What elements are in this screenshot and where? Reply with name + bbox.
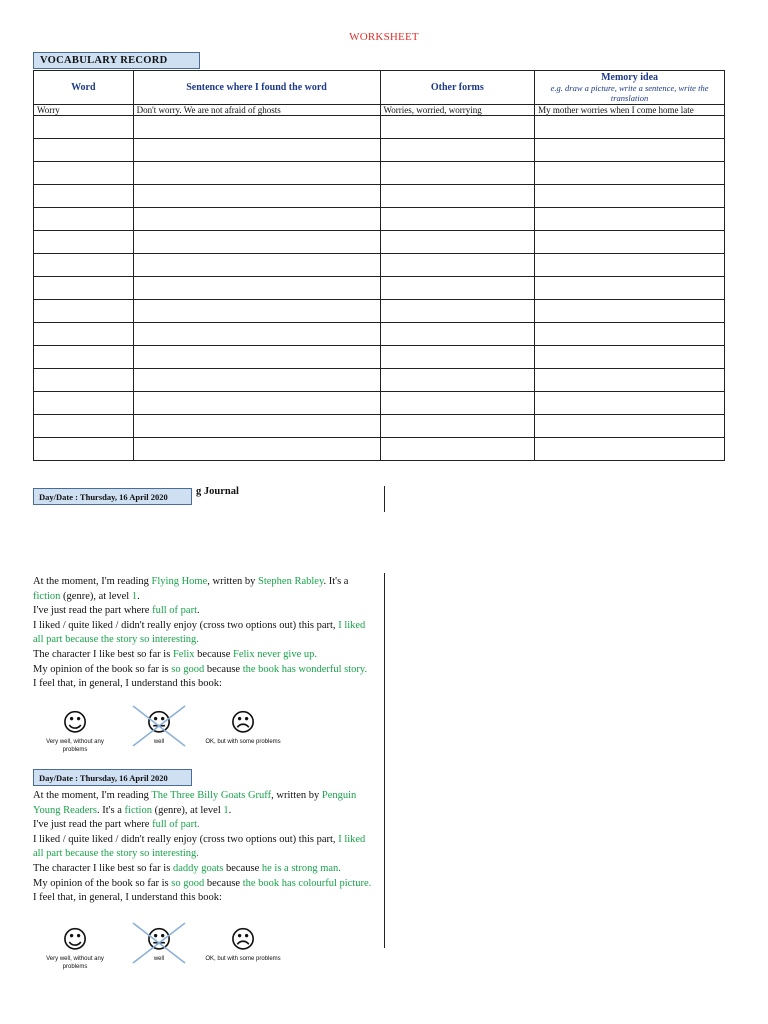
smiley-face-icon: ☺ [61, 708, 89, 737]
entry-1-reading: At the moment, I'm reading Flying Home, written by Stephen Rabley. It's a fiction (genre), at level 1. [33, 576, 349, 602]
table-row [34, 392, 725, 415]
table-cell[interactable] [34, 208, 134, 231]
table-row [34, 346, 725, 369]
table-row [34, 415, 725, 438]
table-cell[interactable] [535, 208, 725, 231]
table-row [34, 139, 725, 162]
table-cell[interactable] [380, 438, 535, 461]
face-ok: ☹ OK, but with some problems [201, 708, 285, 746]
table-cell[interactable] [133, 208, 380, 231]
table-row [34, 162, 725, 185]
entry-1-faces [33, 708, 283, 768]
table-cell[interactable] [133, 116, 380, 139]
entry-1-liked: I liked / quite liked / didn't really enjoy (cross two options out) this part, I liked all part because the story so interesting. [33, 619, 366, 646]
entry-1-character: The character I like best so far is Felix because Felix never give up. [33, 648, 317, 660]
table-cell[interactable] [34, 369, 134, 392]
table-cell[interactable] [34, 139, 134, 162]
table-row [34, 369, 725, 392]
example-forms: Worries, worried, worrying [380, 105, 535, 116]
vocabulary-table [33, 70, 725, 461]
table-cell[interactable] [535, 162, 725, 185]
header-memory-title: Memory idea [601, 71, 659, 83]
entry-1-date: Day/Date : Thursday, 16 April 2020 [33, 488, 192, 505]
table-cell[interactable] [133, 438, 380, 461]
table-cell[interactable] [133, 323, 380, 346]
table-cell[interactable] [133, 392, 380, 415]
empty-rows [34, 116, 725, 461]
table-cell[interactable] [380, 277, 535, 300]
example-word: Worry [34, 105, 134, 116]
table-cell[interactable] [535, 415, 725, 438]
table-cell[interactable] [34, 254, 134, 277]
entry-1-text [33, 575, 373, 692]
table-row [34, 208, 725, 231]
entry-2-feel: I feel that, in general, I understand this book: [33, 892, 222, 904]
worksheet-title: WORKSHEET [349, 31, 419, 43]
cross-out-icon [131, 704, 187, 748]
table-cell[interactable] [133, 369, 380, 392]
table-cell[interactable] [380, 231, 535, 254]
example-row [34, 105, 725, 116]
table-cell[interactable] [535, 277, 725, 300]
table-cell[interactable] [535, 438, 725, 461]
table-cell[interactable] [380, 415, 535, 438]
entry-2-text [33, 789, 373, 906]
table-cell[interactable] [535, 300, 725, 323]
table-cell[interactable] [34, 185, 134, 208]
table-cell[interactable] [34, 323, 134, 346]
table-row [34, 323, 725, 346]
table-cell[interactable] [380, 208, 535, 231]
table-cell[interactable] [380, 116, 535, 139]
table-cell[interactable] [34, 438, 134, 461]
table-cell[interactable] [380, 185, 535, 208]
header-memory-subtitle: e.g. draw a picture, write a sentence, write the translation [550, 82, 709, 103]
entry-1-opinion: My opinion of the book so far is so good because the book has wonderful story. [33, 663, 368, 675]
table-cell[interactable] [380, 323, 535, 346]
face-ok: ☹ OK, but with some problems [201, 925, 285, 963]
table-cell[interactable] [535, 369, 725, 392]
table-cell[interactable] [34, 392, 134, 415]
table-cell[interactable] [535, 346, 725, 369]
table-cell[interactable] [133, 254, 380, 277]
entry-2-part: I've just read the part where full of part. [33, 819, 200, 831]
table-row [34, 116, 725, 139]
table-cell[interactable] [380, 139, 535, 162]
table-cell[interactable] [535, 392, 725, 415]
table-cell[interactable] [380, 346, 535, 369]
header-sentence: Sentence where I found the word [133, 71, 380, 105]
divider-line-main [384, 573, 385, 948]
entry-1-part: I've just read the part where full of part. [33, 605, 200, 617]
table-cell[interactable] [380, 369, 535, 392]
entry-2-faces [33, 925, 283, 985]
table-cell[interactable] [133, 185, 380, 208]
table-cell[interactable] [535, 185, 725, 208]
face-well: 😐 well [117, 708, 201, 746]
header-word: Word [34, 71, 134, 105]
table-row [34, 438, 725, 461]
cross-out-icon [131, 921, 187, 965]
table-cell[interactable] [133, 231, 380, 254]
table-cell[interactable] [380, 300, 535, 323]
table-cell[interactable] [133, 300, 380, 323]
table-row [34, 300, 725, 323]
face-very-well: ☺ Very well, without any problems [33, 708, 117, 754]
table-cell[interactable] [380, 254, 535, 277]
table-row [34, 254, 725, 277]
entry-2-character: The character I like best so far is daddy goats because he is a strong man. [33, 862, 341, 874]
header-other-forms: Other forms [380, 71, 535, 105]
entry-2-opinion: My opinion of the book so far is so good because the book has colourful picture. [33, 877, 372, 889]
table-cell[interactable] [133, 415, 380, 438]
table-cell[interactable] [535, 139, 725, 162]
table-row [34, 277, 725, 300]
table-cell[interactable] [535, 116, 725, 139]
table-row [34, 231, 725, 254]
table-cell[interactable] [535, 231, 725, 254]
divider-line-top [384, 486, 385, 512]
table-cell[interactable] [380, 162, 535, 185]
table-cell[interactable] [34, 162, 134, 185]
table-cell[interactable] [380, 392, 535, 415]
journal-heading-fragment: g Journal [196, 486, 239, 497]
table-cell[interactable] [133, 277, 380, 300]
neutral-face-icon: 😐 [145, 708, 173, 737]
table-header-row [34, 71, 725, 105]
table-cell[interactable] [535, 323, 725, 346]
face-well: 😐 well [117, 925, 201, 963]
table-cell[interactable] [133, 346, 380, 369]
face-very-well: ☺ Very well, without any problems [33, 925, 117, 971]
entry-2-reading: At the moment, I'm reading The Three Billy Goats Gruff, written by Penguin Young Readers. It's a fiction (genre), at level 1. [33, 790, 357, 816]
entry-1-feel: I feel that, in general, I understand this book: [33, 678, 222, 690]
table-cell[interactable] [34, 231, 134, 254]
header-memory-idea [535, 71, 725, 105]
entry-2-liked: I liked / quite liked / didn't really enjoy (cross two options out) this part, I liked all part because the story so interesting. [33, 833, 366, 860]
table-cell[interactable] [34, 346, 134, 369]
entry-2-date: Day/Date : Thursday, 16 April 2020 [33, 769, 192, 786]
table-cell[interactable] [34, 277, 134, 300]
example-sentence: Don't worry. We are not afraid of ghosts [133, 105, 380, 116]
table-cell[interactable] [133, 139, 380, 162]
example-memory: My mother worries when I come home late [535, 105, 725, 116]
table-cell[interactable] [535, 254, 725, 277]
smiley-face-icon: ☺ [61, 925, 89, 954]
vocabulary-record-label: VOCABULARY RECORD [33, 52, 200, 69]
table-cell[interactable] [34, 300, 134, 323]
table-cell[interactable] [133, 162, 380, 185]
table-cell[interactable] [34, 415, 134, 438]
frowning-face-icon: ☹ [229, 925, 257, 954]
frowning-face-icon: ☹ [229, 708, 257, 737]
table-row [34, 185, 725, 208]
table-cell[interactable] [34, 116, 134, 139]
neutral-face-icon: 😐 [145, 925, 173, 954]
